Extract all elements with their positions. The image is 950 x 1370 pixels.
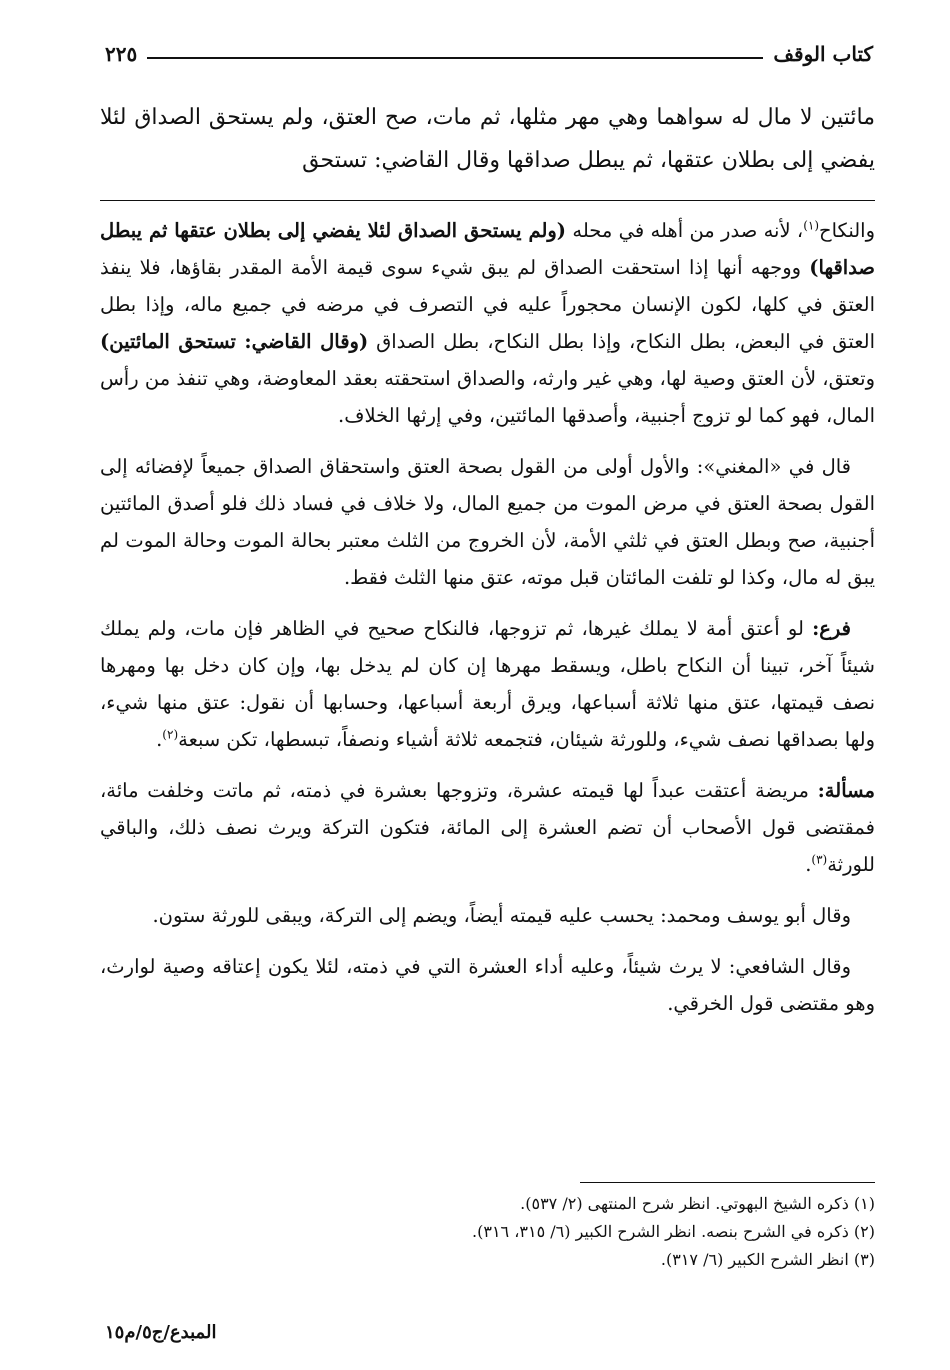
paragraph-1: [100, 212, 875, 434]
running-head: [105, 36, 873, 66]
page-number: ٢٢٥: [105, 42, 138, 66]
footnote-ref-1: (١): [803, 218, 820, 233]
paragraph-2: قال في «المغني»: والأول أولى من القول بصحة العتق واستحقاق الصداق جميعاً لإفضائه إلى القول بصحة العتق في مرض الموت من جميع المال، ولا خلاف في فساد ذلك فلو أصدق المائتين أجنبية، صح وبطل العتق في ثلثي الأمة، لأن الخروج من الثلث معتبر بحالة الموت وحالة الموت لم يبق له مال، وكذا لو تلفت المائتان قبل موته، عتق منها الثلث فقط.: [100, 455, 875, 589]
footnote-2: (٢) ذكره في الشرح بنصه. انظر الشرح الكبير (٦/ ٣١٥، ٣١٦).: [472, 1222, 875, 1241]
book-title: كتاب الوقف: [773, 42, 873, 66]
p4-end: .: [805, 853, 812, 876]
far-label: فرع:: [812, 617, 851, 640]
p1-part2: ، لأنه صدر من أهله في محله: [566, 219, 804, 242]
commentary-body: [100, 212, 875, 1036]
footnote-1: (١) ذكره الشيخ البهوتي. انظر شرح المنتهى (٢/ ٥٣٧).: [520, 1194, 875, 1213]
section-divider: [100, 200, 875, 201]
footnote-ref-3: (٣): [811, 852, 828, 867]
paragraph-3: [100, 610, 875, 758]
p1-bold-matn-2: (وقال القاضي: تستحق المائتين): [100, 330, 369, 353]
footnotes: [100, 1190, 875, 1274]
printer-signature: المبدع/ج٥/م١٥: [105, 1322, 217, 1343]
p3-text: لو أعتق أمة لا يملك غيرها، ثم تزوجها، فالنكاح صحيح في الظاهر فإن مات، ولم يملك شيئاً آخر، تبينا أن النكاح باطل، ويسقط مهرها إن كان لم يدخل بها، وإن كان دخل بها ومهرها نصف قيمتها، عتق منها ثلاثة أسباعها، ويرق أربعة أسباعها، وحسابها أن نقول: عتق منها شيء، ولها بصداقها نصف شيء، وللورثة شيئان، فتجمعه ثلاثة أشياء ونصفاً، تبسطها، تكن سبعة: [100, 617, 875, 751]
footnote-divider: [580, 1182, 875, 1183]
p4-text: مريضة أعتقت عبداً لها قيمته عشرة، وتزوجها بعشرة في ذمته، ثم ماتت وخلفت مائة، فمقتضى قول الأصحاب أن تضم العشرة إلى المائة، فتكون التركة ويرث نصف ذلك، والباقي للورثة: [100, 779, 875, 876]
p1-bold-matn-1: (ولم يستحق الصداق لئلا يفضي إلى بطلان عتقها ثم يبطل صداقها): [100, 219, 875, 279]
p1-part3: ووجهه أنها إذا استحقت الصداق لم يبق شيء سوى قيمة الأمة المقدر بقاؤها، فلا ينفذ العتق في كلها، لكون الإنسان محجوراً عليه في التصرف في مرضه في جميع ماله، وإذا بطل العتق في البعض، بطل النكاح، وإذا بطل النكاح، بطل الصداق: [100, 256, 876, 353]
masala-label: مسألة:: [817, 779, 875, 802]
paragraph-6: وقال الشافعي: لا يرث شيئاً، وعليه أداء العشرة التي في ذمته، لئلا يكون إعتاقه وصية لوارث، وهو مقتضى قول الخرقي.: [100, 955, 875, 1015]
paragraph-5: وقال أبو يوسف ومحمد: يحسب عليه قيمته أيضاً، ويضم إلى التركة، ويبقى للورثة ستون.: [152, 904, 851, 927]
header-rule: [147, 57, 763, 59]
paragraph-4: [100, 772, 875, 883]
p1-part4: وتعتق، لأن العتق وصية لها، وهي غير وارثه، والصداق استحقته بعقد المعاوضة، وهي تنفذ من رأس المال، فهو كما لو تزوج أجنبية، وأصدقها المائتين، وفي إرثها الخلاف.: [100, 367, 875, 427]
matn-continuation: مائتين لا مال له سواهما وهي مهر مثلها، ثم مات، صح العتق، ولم يستحق الصداق لئلا يفضي إلى بطلان عتقها، ثم يبطل صداقها وقال القاضي: تستحق: [100, 105, 875, 173]
p1-part1: والنكاح: [819, 219, 875, 242]
footnote-3: (٣) انظر الشرح الكبير (٦/ ٣١٧).: [660, 1250, 875, 1269]
footnote-ref-2: (٢): [162, 727, 179, 742]
p3-end: .: [156, 728, 163, 751]
